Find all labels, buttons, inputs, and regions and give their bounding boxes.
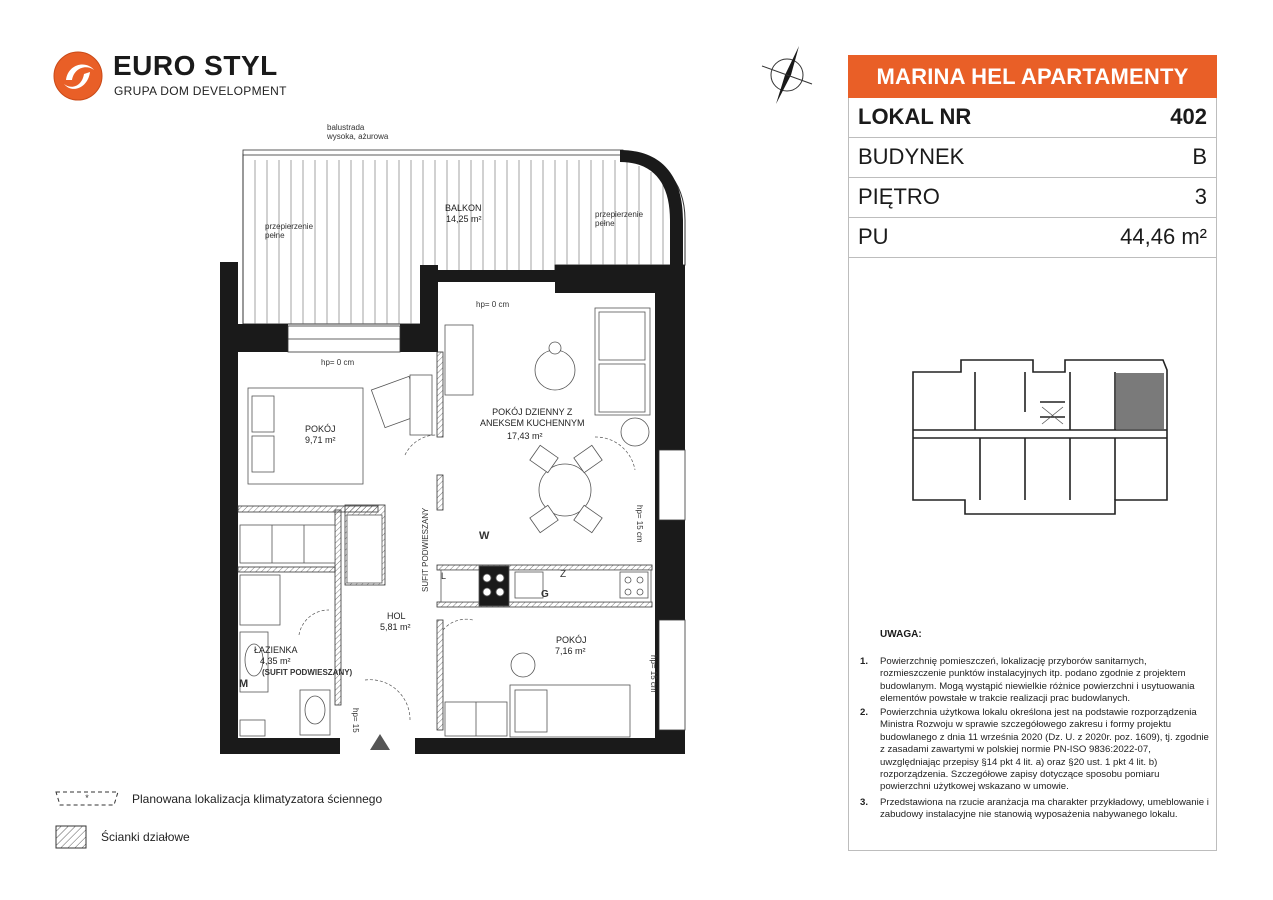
balcony-name: BALKON (445, 203, 482, 213)
entrance-icon (370, 734, 390, 750)
bed-2 (445, 653, 630, 737)
brand-name: EURO STYL (113, 50, 278, 81)
brand-logo-icon (52, 50, 104, 102)
room-2-name: POKÓJ (556, 635, 587, 645)
bathroom-name: ŁAZIENKA (254, 645, 298, 655)
hp-label: hp= 15 (351, 708, 360, 733)
room-1-area: 9,71 m² (305, 435, 336, 445)
brand-subtitle: GRUPA DOM DEVELOPMENT (114, 84, 287, 98)
hall-name: HOL (387, 611, 406, 621)
balustrade-label (327, 123, 388, 141)
water-meter-label: W (479, 530, 490, 542)
living-room-name: POKÓJ DZIENNY Z ANEKSEM KUCHENNYM (480, 407, 585, 428)
room-1-name: POKÓJ (305, 424, 336, 434)
notes-heading: UWAGA: (880, 629, 922, 640)
info-label: PU (858, 224, 889, 249)
info-row-budynek (848, 137, 1217, 178)
note-number: 3. (860, 797, 869, 808)
svg-text:*: * (85, 793, 89, 803)
balcony-area: 14,25 m² (446, 214, 482, 224)
info-label: LOKAL NR (858, 104, 972, 129)
partition-right-label: przepierzenie pełne (595, 210, 644, 228)
compass-icon (758, 42, 818, 108)
partition-wall-legend-icon (55, 825, 87, 849)
hall-area: 5,81 m² (380, 622, 411, 632)
note-number: 1. (860, 656, 869, 667)
info-row-pu (848, 217, 1217, 258)
hp-label: hp= 0 cm (476, 300, 510, 309)
hp-label: hp= 0 cm (321, 358, 355, 367)
info-label: BUDYNEK (858, 144, 965, 169)
hp-label: hp= 15 cm (649, 655, 658, 693)
info-value: B (1192, 144, 1207, 169)
kitchen-label: L (441, 571, 447, 581)
living-room-area: 17,43 m² (507, 431, 543, 441)
balustrade-text: balustrada wysoka, ażurowa (327, 123, 389, 141)
kitchen-counter (441, 566, 651, 606)
bed-1 (248, 375, 432, 484)
bathroom-note: (SUFIT PODWIESZANY) (262, 668, 353, 677)
note-text: Przedstawiona na rzucie aranżacja ma charakter przykładowy, umeblowanie i zabudowy instalacyjne nie stanowią wyposażenia nabywanego lokalu. (880, 797, 1209, 821)
info-value: 44,46 m² (1120, 224, 1207, 249)
note-text: Powierzchnia użytkowa lokalu określona jest na podstawie rozporządzenia Ministra Rozwoju w sprawie szczegółowego zakresu i formy projektu budowlanego z dnia 11 września 2020 (Dz. U. z 2020r. poz. 1609), tj. zgodnie z zasadami zawartymi w polskiej normie PN-ISO 9836:2022-07, uwzględniając przepisy §14 pkt 4 lit. a) oraz §20 ust. 1 pkt 4 lit. b) rozporządzenia. Szczegółowe zapisy dotyczące sposobu pomiaru powierzchni użytkowej wskazano w umowie. (880, 707, 1209, 793)
info-label: PIĘTRO (858, 184, 940, 209)
ac-legend-icon (54, 790, 120, 808)
hp-label: hp= 15 cm (635, 505, 644, 543)
note-text: Powierzchnię pomieszczeń, lokalizację przyborów sanitarnych, rozmieszczenie punktów instalacyjnych itp. podano zgodnie z projektem budowlanym. Mogą wystąpić niewielkie różnice powierzchni i usytuowania elementów powstałe w trakcie realizacji prac budowlanych. (880, 656, 1195, 705)
bathroom-area: 4,35 m² (260, 656, 291, 666)
floor-key-plan (905, 352, 1175, 520)
legend-walls-label: Ścianki działowe (101, 830, 190, 844)
info-value: 3 (1194, 184, 1207, 209)
note-number: 2. (860, 707, 869, 718)
info-row-lokal (848, 97, 1217, 138)
water-meter-label-bath: M (239, 678, 249, 690)
info-value: 402 (1170, 104, 1207, 129)
info-row-pietro (848, 177, 1217, 218)
kitchen-sink-label: Z (560, 569, 567, 580)
partition-left-label: przepierzenie pełne (265, 222, 314, 240)
room-2-area: 7,16 m² (555, 646, 586, 656)
gas-meter-label: G (541, 589, 549, 600)
suspended-ceiling-label: SUFIT PODWIESZANY (421, 507, 430, 592)
project-title: MARINA HEL APARTAMENTY (848, 55, 1217, 98)
legend-ac-label: Planowana lokalizacja klimatyzatora ściennego (132, 792, 383, 806)
